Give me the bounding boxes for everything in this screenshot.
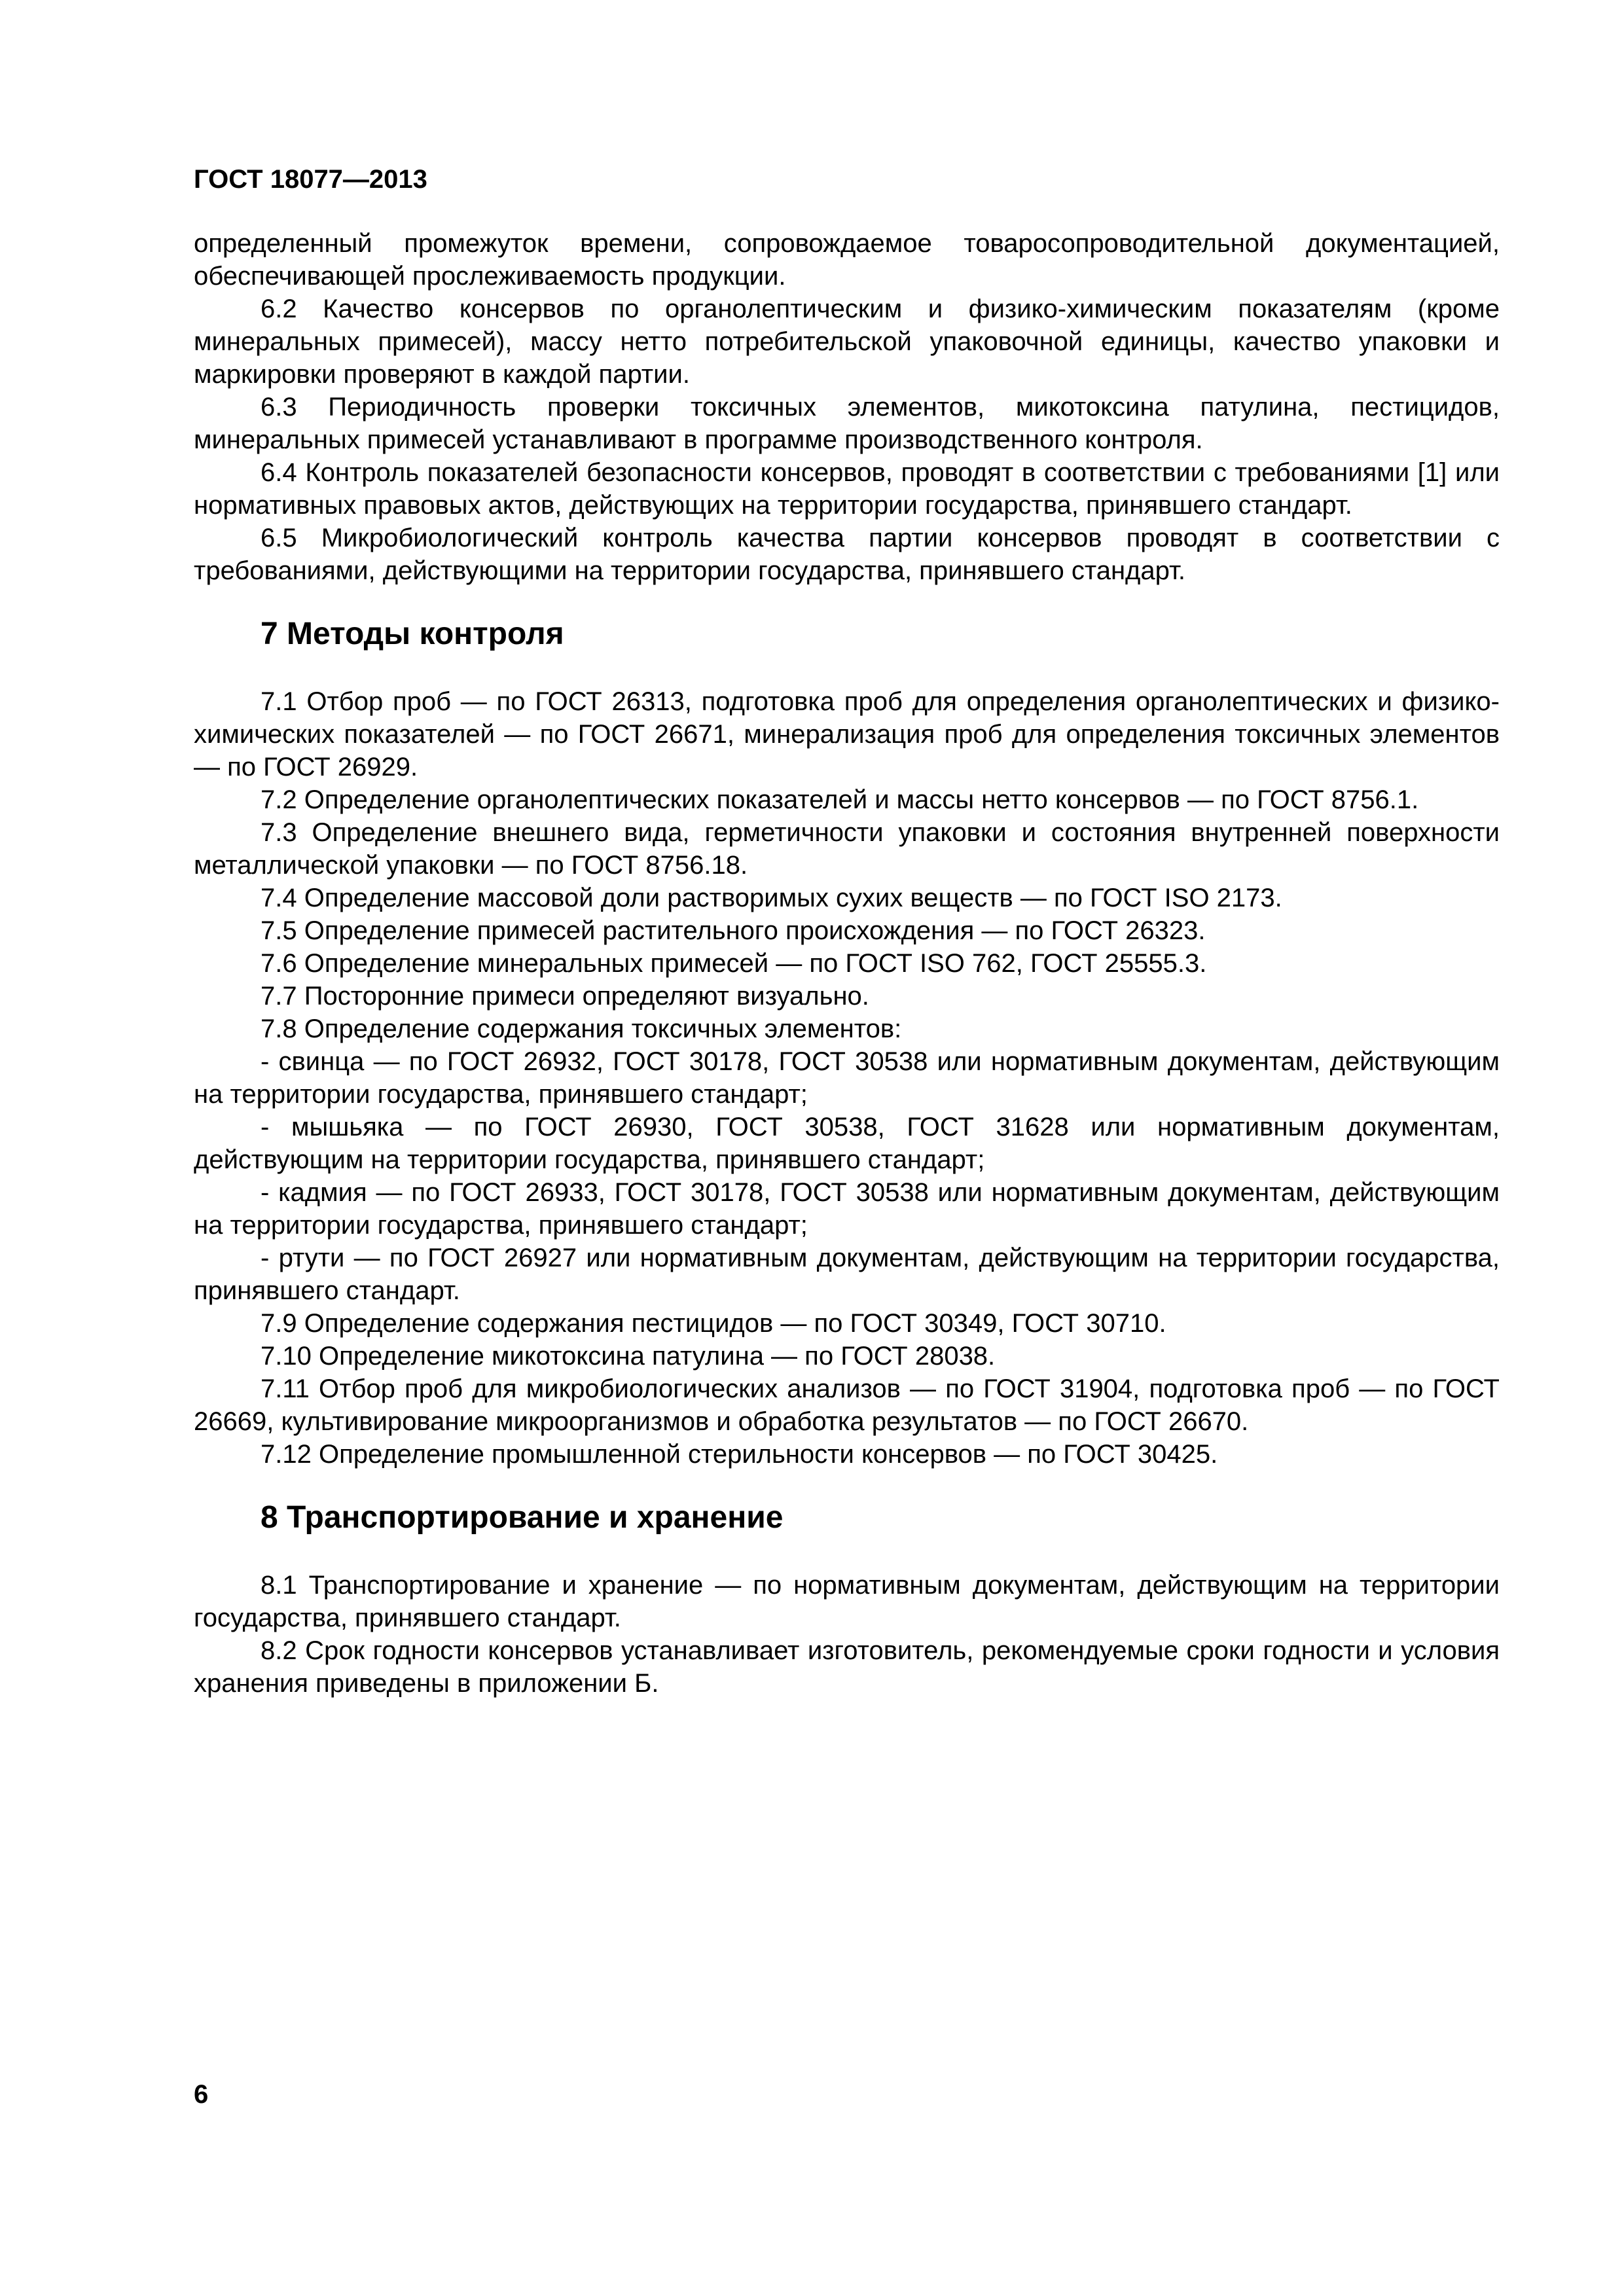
paragraph-7-11: 7.11 Отбор проб для микробиологических анализов — по ГОСТ 31904, подготовка проб — по ГОСТ 26669, культивирование микроорганизмов и обработка результатов — по ГОСТ 26670. (194, 1374, 1500, 1436)
paragraph-7-4: 7.4 Определение массовой доли растворимых сухих веществ — по ГОСТ ISO 2173. (261, 884, 1282, 912)
paragraph-6-1-continuation: определенный промежуток времени, сопровождаемое товаросопроводительной документацией, обеспечивающей прослеживаемость продукции. (194, 229, 1500, 291)
paragraph-6-3: 6.3 Периодичность проверки токсичных элементов, микотоксина патулина, пестицидов, минеральных примесей устанавливают в программе производственного контроля. (194, 393, 1500, 454)
page-content (194, 227, 1500, 1700)
paragraph-7-9: 7.9 Определение содержания пестицидов — по ГОСТ 30349, ГОСТ 30710. (261, 1309, 1166, 1338)
paragraph-7-12: 7.12 Определение промышленной стерильности консервов — по ГОСТ 30425. (261, 1440, 1218, 1469)
paragraph-7-5: 7.5 Определение примесей растительного происхождения — по ГОСТ 26323. (261, 916, 1206, 945)
paragraph-6-2: 6.2 Качество консервов по органолептическим и физико-химическим показателям (кроме минеральных примесей), массу нетто потребительской упаковочной единицы, качество упаковки и маркировки проверяют в каждой партии. (194, 295, 1500, 389)
document-header: ГОСТ 18077—2013 (194, 165, 427, 194)
paragraph-7-6: 7.6 Определение минеральных примесей — по ГОСТ ISO 762, ГОСТ 25555.3. (261, 949, 1207, 978)
paragraph-7-1: 7.1 Отбор проб — по ГОСТ 26313, подготовка проб для определения органолептических и физико-химических показателей — по ГОСТ 26671, минерализация проб для определения токсичных элементов — по ГОСТ 26929. (194, 687, 1500, 781)
section-8-heading: 8 Транспортирование и хранение (261, 1500, 784, 1535)
paragraph-6-4: 6.4 Контроль показателей безопасности консервов, проводят в соответствии с требованиями [1] или нормативных правовых актов, действующих на территории государства, принявшего стандарт. (194, 458, 1500, 520)
list-item-cadmium: - кадмия — по ГОСТ 26933, ГОСТ 30178, ГОСТ 30538 или нормативным документам, действующим на территории государства, принявшего стандарт; (194, 1178, 1500, 1240)
section-7-heading: 7 Методы контроля (261, 617, 564, 651)
paragraph-8-1: 8.1 Транспортирование и хранение — по нормативным документам, действующим на территории государства, принявшего стандарт. (194, 1571, 1500, 1632)
list-item-mercury: - ртути — по ГОСТ 26927 или нормативным документам, действующим на территории государства, принявшего стандарт. (194, 1244, 1500, 1305)
paragraph-7-2: 7.2 Определение органолептических показателей и массы нетто консервов — по ГОСТ 8756.1. (261, 785, 1419, 814)
list-item-lead: - свинца — по ГОСТ 26932, ГОСТ 30178, ГОСТ 30538 или нормативным документам, действующим на территории государства, принявшего стандарт; (194, 1047, 1500, 1109)
paragraph-7-7: 7.7 Посторонние примеси определяют визуально. (261, 982, 869, 1011)
page-number: 6 (194, 2080, 209, 2109)
list-item-arsenic: - мышьяка — по ГОСТ 26930, ГОСТ 30538, ГОСТ 31628 или нормативным документам, действующим на территории государства, принявшего стандарт; (194, 1113, 1500, 1174)
paragraph-8-2: 8.2 Срок годности консервов устанавливает изготовитель, рекомендуемые сроки годности и условия хранения приведены в приложении Б. (194, 1636, 1500, 1698)
paragraph-7-3: 7.3 Определение внешнего вида, герметичности упаковки и состояния внутренней поверхности металлической упаковки — по ГОСТ 8756.18. (194, 818, 1500, 880)
paragraph-7-10: 7.10 Определение микотоксина патулина — по ГОСТ 28038. (261, 1342, 996, 1371)
paragraph-7-8: 7.8 Определение содержания токсичных элементов: (261, 1014, 902, 1043)
paragraph-6-5: 6.5 Микробиологический контроль качества партии консервов проводят в соответствии с требованиями, действующими на территории государства, принявшего стандарт. (194, 524, 1500, 585)
